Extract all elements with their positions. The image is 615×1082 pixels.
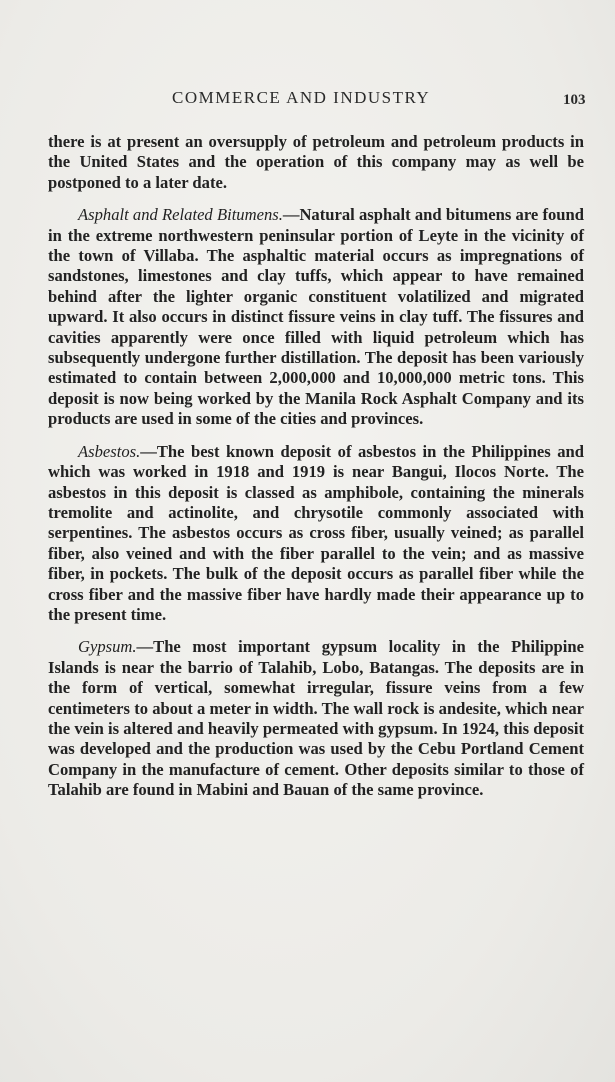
page-header <box>0 88 615 118</box>
section-heading-asphalt: Asphalt and Related Bitumens. <box>78 205 283 225</box>
paragraph-gypsum <box>48 637 584 800</box>
section-heading-gypsum: Gypsum. <box>78 637 137 657</box>
body-text <box>48 132 584 813</box>
paragraph-asphalt <box>48 205 584 429</box>
paragraph-text: —The most important gypsum locality in the Philippine Islands is near the barrio of Talahib, Lobo, Batangas. The deposits are in the form of vertical, somewhat irregular, fissure veins from a few centimeters to about a meter in width. The wall rock is andesite, which near the vein is altered and heavily permeated with gypsum. In 1924, this deposit was developed and the production was used by the Cebu Portland Cement Company in the manufacture of cement. Other deposits similar to those of Talahib are found in Mabini and Bauan of the same province. <box>48 637 584 800</box>
paragraph-text: —The best known deposit of asbestos in the Philippines and which was worked in 1918 and 1919 is near Bangui, Ilocos Norte. The asbestos in this deposit is classed as amphibole, containing the minerals tremolite and actinolite, and chrysotile commonly associated with serpentines. The asbestos occurs as cross fiber, usually veined; as parallel fiber, also veined and with the fiber parallel to the vein; and as massive fiber, in pockets. The bulk of the deposit occurs as parallel fiber while the cross fiber and the massive fiber have hardly made their appearance up to the present time. <box>48 441 584 624</box>
section-heading-asbestos: Asbestos. <box>78 441 141 461</box>
paragraph-text: there is at present an oversupply of petroleum and petroleum products in the United States and the operation of this company may as well be postponed to a later date. <box>48 132 584 192</box>
page-number: 103 <box>563 92 586 108</box>
paragraph-continuation <box>48 132 584 193</box>
paragraph-asbestos <box>48 442 584 626</box>
running-head: COMMERCE AND INDUSTRY <box>172 88 431 107</box>
paragraph-text: —Natural asphalt and bitumens are found in the extreme northwestern peninsular portion of Leyte in the vicinity of the town of Villaba. The asphaltic material occurs as impregnations of sandstones, limestones and clay tuffs, which appear to have remained behind after the lighter organic constituent volatilized and migrated upward. It also occurs in distinct fissure veins in clay tuff. The fissures and cavities apparently were once filled with liquid petroleum which has subsequently undergone further distillation. The deposit has been variously estimated to contain between 2,000,000 and 10,000,000 metric tons. This deposit is now being worked by the Manila Rock Asphalt Company and its products are used in some of the cities and provinces. <box>48 205 584 429</box>
